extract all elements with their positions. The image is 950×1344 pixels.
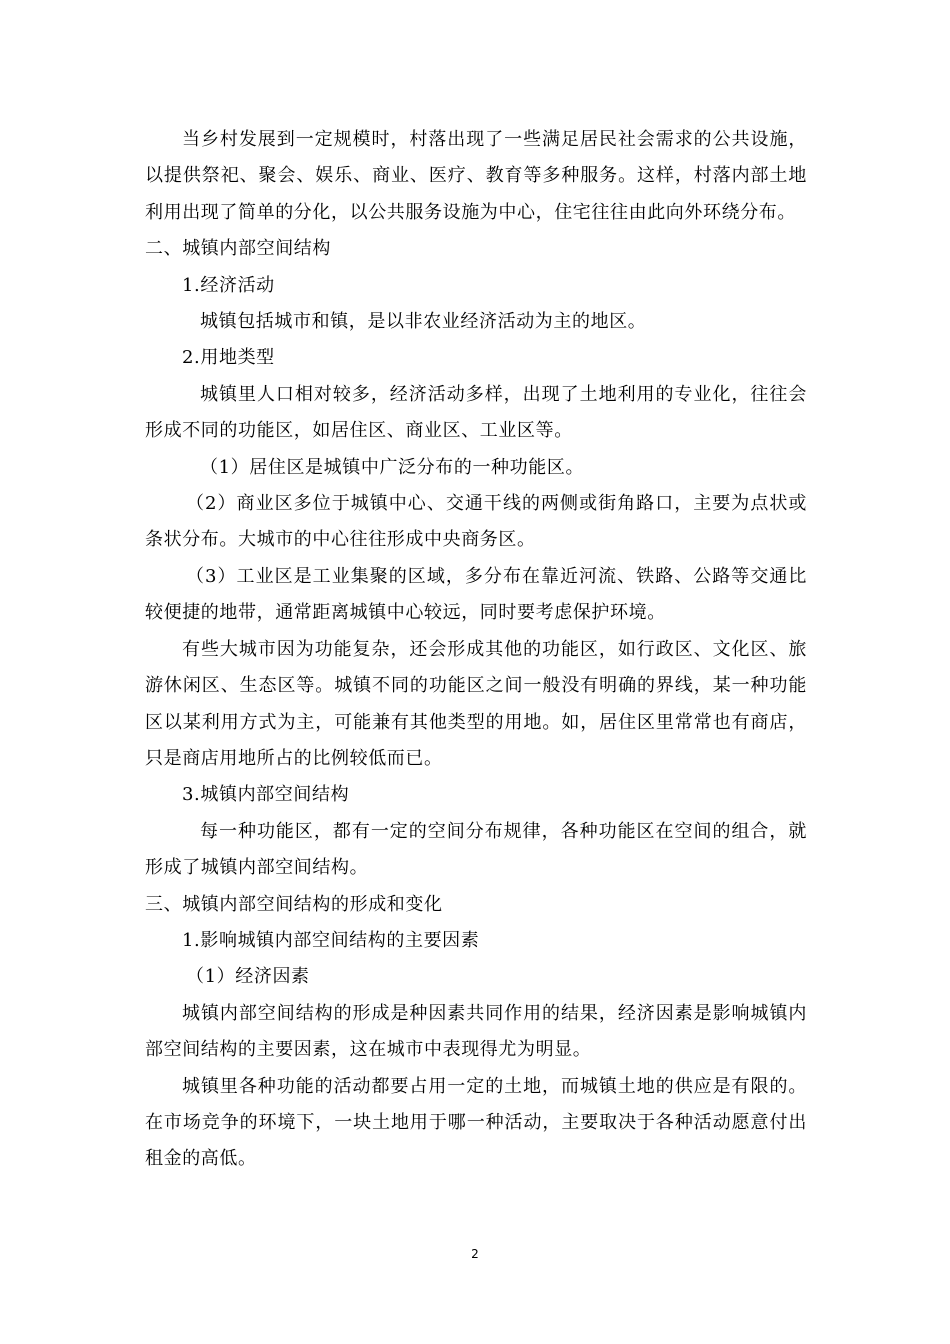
subheading-economic-activity: 1.经济活动 (182, 274, 275, 296)
paragraph-village-facilities: 当乡村发展到一定规模时，村落出现了一些满足居民社会需求的公共设施，以提供祭祀、聚会、娱乐、商业、医疗、教育等多种服务。这样，村落内部土地利用出现了简单的分化，以公共服务设施为中心，住宅往往由此向外环绕分布。 (145, 129, 807, 223)
page-number: 2 (471, 1247, 479, 1261)
section-heading-3: 三、城镇内部空间结构的形成和变化 (145, 893, 443, 915)
body-text (145, 122, 807, 1178)
list-item-residential: （1）居住区是城镇中广泛分布的一种功能区。 (200, 456, 585, 478)
paragraph-town-definition: 城镇包括城市和镇，是以非农业经济活动为主的地区。 (200, 311, 647, 333)
list-item-commercial: （2）商业区多位于城镇中心、交通干线的两侧或街角路口，主要为点状或条状分布。大城市的中心往往形成中央商务区。 (145, 493, 807, 551)
subheading-economic-factor: （1）经济因素 (186, 966, 310, 988)
paragraph-functional-zones: 城镇里人口相对较多，经济活动多样，出现了土地利用的专业化，往往会形成不同的功能区，如居住区、商业区、工业区等。 (145, 383, 807, 442)
paragraph-structure-definition: 每一种功能区，都有一定的空间分布规律，各种功能区在空间的组合，就形成了城镇内部空间结构。 (145, 820, 807, 879)
paragraph-land-rent: 城镇里各种功能的活动都要占用一定的土地，而城镇土地的供应是有限的。在市场竞争的环境下，一块土地用于哪一种活动，主要取决于各种活动愿意付出租金的高低。 (145, 1075, 807, 1170)
paragraph-other-zones: 有些大城市因为功能复杂，还会形成其他的功能区，如行政区、文化区、旅游休闲区、生态区等。城镇不同的功能区之间一般没有明确的界线，某一种功能区以某利用方式为主，可能兼有其他类型的用地。如，居住区里常常也有商店，只是商店用地所占的比例较低而已。 (145, 638, 807, 769)
subheading-land-use-types: 2.用地类型 (182, 347, 275, 369)
subheading-main-factors: 1.影响城镇内部空间结构的主要因素 (182, 929, 480, 951)
paragraph-economic-factor: 城镇内部空间结构的形成是种因素共同作用的结果，经济因素是影响城镇内部空间结构的主要因素，这在城市中表现得尤为明显。 (145, 1002, 807, 1061)
subheading-internal-structure: 3.城镇内部空间结构 (182, 784, 350, 806)
section-heading-2: 二、城镇内部空间结构 (145, 238, 331, 260)
list-item-industrial: （3）工业区是工业集聚的区域，多分布在靠近河流、铁路、公路等交通比较便捷的地带，通常距离城镇中心较远，同时要考虑保护环境。 (145, 565, 807, 624)
